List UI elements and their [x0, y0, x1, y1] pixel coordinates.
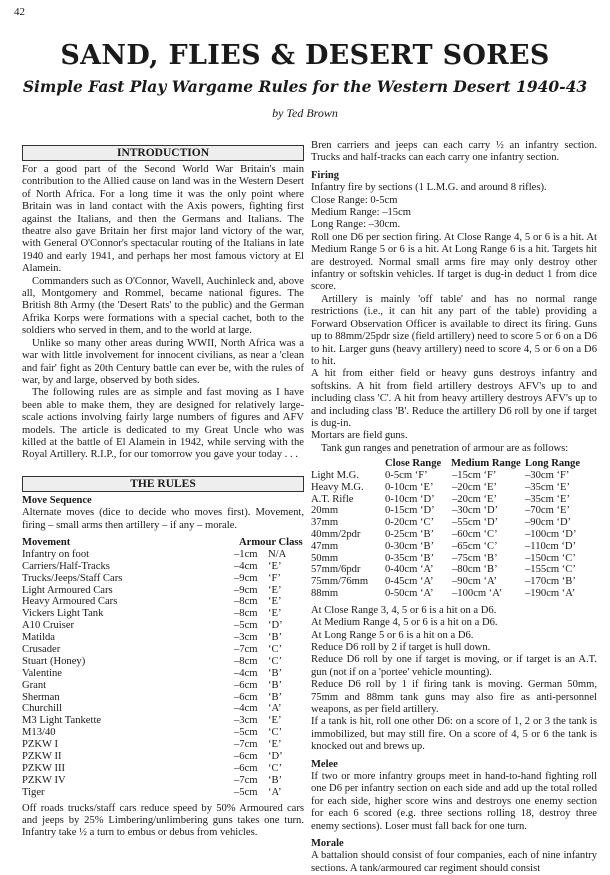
- move-distance: –3cm: [234, 715, 258, 727]
- range-row: [311, 505, 597, 517]
- move-distance: –8cm: [234, 655, 258, 667]
- range-row: [311, 588, 597, 600]
- move-distance: –4cm: [234, 667, 258, 679]
- move-distance: –7cm: [234, 643, 258, 655]
- movement-row: [22, 715, 304, 727]
- move-distance: –8cm: [234, 608, 258, 620]
- movement-row: [22, 656, 304, 668]
- rules-heading: THE RULES: [22, 476, 304, 492]
- movement-row: [22, 763, 304, 775]
- close-range: 0-50cm ‘A’: [385, 587, 434, 599]
- weapon-name: 40mm/2pdr: [311, 528, 361, 540]
- byline: by Ted Brown: [272, 106, 338, 120]
- range-row: [311, 482, 597, 494]
- intro-paragraph: The following rules are as simple and fast moving as I have been able to make them, they are designed for relatively large-scale actions involving fairly large numbers of figures and AFV models. The article is dedicated to my Great Uncle who was killed at the battle of El Alamein in 1942, while serving with the Royal Artillery. R.I.P., for our tomorrow you gave your today . . .: [22, 387, 304, 461]
- long-range: –90cm ‘D’: [525, 517, 572, 529]
- unit-name: Stuart (Honey): [22, 655, 86, 667]
- unit-name: PZKW III: [22, 762, 66, 774]
- range-row: [311, 564, 597, 576]
- unit-name: PZKW IV: [22, 774, 66, 786]
- close-range: 0-20cm ‘C’: [385, 517, 435, 529]
- ranges-table: [311, 470, 597, 600]
- armour-class: ‘E’: [268, 739, 282, 751]
- firing-line: Medium Range: –15cm: [311, 207, 412, 219]
- armour-class: ‘D’: [268, 751, 283, 762]
- close-range: 0-25cm ‘B’: [385, 528, 435, 540]
- unit-name: Sherman: [22, 691, 60, 703]
- range-row: [311, 529, 597, 541]
- move-distance: –5cm: [234, 620, 258, 632]
- weapon-name: 57mm/6pdr: [311, 564, 361, 576]
- armour-class: ‘E’: [268, 584, 282, 596]
- armour-class: ‘E’: [268, 560, 282, 572]
- mortars-line: Mortars are field guns.: [311, 430, 408, 442]
- close-range-header: Close Range: [385, 458, 442, 470]
- long-range: –170cm ‘B’: [525, 576, 576, 588]
- move-distance: –7cm: [234, 739, 258, 751]
- medium-range: –20cm ‘E’: [452, 493, 498, 505]
- armour-class: ‘C’: [268, 762, 283, 774]
- movement-row: [22, 620, 304, 632]
- introduction-heading: INTRODUCTION: [22, 145, 304, 161]
- right-column: [311, 140, 597, 875]
- medium-range: –15cm ‘F’: [452, 469, 497, 481]
- firing-line: Long Range: –30cm.: [311, 219, 401, 231]
- close-range: 0-15cm ‘D’: [385, 505, 435, 517]
- artillery-paragraph: Artillery is mainly 'off table' and has no normal range restrictions (i.e., it can hit any part of the table) providing a Forward Observation Officer is available to direct its firing. Guns up to 88mm/25pdr size (field artillery) need to score 5 or 6 on a D6 to hit. Larger guns (heavy artillery) need to score 4, 5 or 6 on a D6 to hit.: [311, 293, 597, 367]
- armour-class: N/A: [268, 548, 287, 560]
- hit-rule: At Long Range 5 or 6 is a hit on a D6.: [311, 629, 474, 641]
- long-range: –110cm ‘D’: [525, 540, 577, 552]
- movement-row: [22, 632, 304, 644]
- movement-footnote: Off roads trucks/staff cars reduce speed by 50% Armoured cars and jeeps by 25% Limbering/unlimbering guns takes one turn. Infantry take ½ a turn to embus or debus from vehicles.: [22, 802, 304, 839]
- left-column: [22, 140, 304, 840]
- armour-class: ‘B’: [268, 679, 283, 691]
- transport-text: Bren carriers and jeeps can each carry ½ an infantry section. Trucks and half-tracks can each carry one infantry section.: [311, 140, 597, 164]
- article-subtitle: Simple Fast Play Wargame Rules for the Western Desert 1940-43: [22, 77, 588, 96]
- medium-range: –55cm ‘D’: [452, 517, 499, 529]
- move-sequence-text: Alternate moves (dice to decide who moves first). Movement, firing – small arms then artillery – if any – morale.: [22, 507, 304, 531]
- range-row: [311, 494, 597, 506]
- medium-range: –65cm ‘C’: [452, 540, 498, 552]
- movement-row: [22, 596, 304, 608]
- unit-name: Churchill: [22, 703, 63, 715]
- move-distance: –4cm: [234, 560, 258, 572]
- weapon-name: 50mm: [311, 552, 339, 564]
- move-distance: –6cm: [234, 679, 258, 691]
- move-distance: –7cm: [234, 774, 258, 786]
- artillery-hit-paragraph: A hit from either field or heavy guns destroys infantry and softskins. A hit from field artillery destroys AFV's up to and including class 'C'. A hit from heavy artillery destroys AFV's up to and including class 'B'. Reduce the artillery D6 roll by one if target is dug-in.: [311, 368, 597, 429]
- unit-name: Tiger: [22, 786, 45, 798]
- unit-name: Trucks/Jeeps/Staff Cars: [22, 572, 123, 584]
- armour-class: ‘C’: [268, 727, 283, 739]
- armour-class: ‘B’: [268, 691, 283, 703]
- move-distance: –1cm: [234, 548, 258, 560]
- movement-table-header: [22, 537, 304, 549]
- movement-table: [22, 549, 304, 799]
- armour-class: ‘F’: [268, 572, 281, 584]
- weapon-name: 37mm: [311, 517, 339, 529]
- medium-range: –80cm ‘B’: [452, 564, 498, 576]
- weapon-name: 47mm: [311, 540, 339, 552]
- intro-paragraph: Unlike so many other areas during WWII, North Africa was a war with little involvement for innocent civilians, as near a 'clean and fair' fight as 20th Century battle can ever be, with the rules of war, by and large, observed by both sides.: [22, 337, 304, 386]
- long-range: –155cm ‘C’: [525, 564, 576, 576]
- unit-name: M3 Light Tankette: [22, 715, 102, 727]
- range-row: [311, 553, 597, 565]
- movement-row: [22, 549, 304, 561]
- medium-range: –60cm ‘C’: [452, 528, 498, 540]
- weapon-name: Heavy M.G.: [311, 481, 364, 493]
- armour-class: ‘B’: [268, 667, 283, 679]
- weapon-name: 88mm: [311, 587, 339, 599]
- firing-paragraph: Roll one D6 per section firing. At Close Range 4, 5 or 6 is a hit. At Medium Range 5 or 6 is a hit. At Long Range 6 is a hit. Targets hit are destroyed. Normal small arms fire may only destroy other infantry or softskin vehicles. If target is dug-in deduct 1 from dice score.: [311, 231, 597, 293]
- unit-name: Crusader: [22, 643, 61, 655]
- move-distance: –6cm: [234, 691, 258, 703]
- movement-row: [22, 585, 304, 597]
- long-range: –150cm ‘C’: [525, 552, 576, 564]
- movement-row: [22, 692, 304, 704]
- long-range: –35cm ‘E’: [525, 493, 571, 505]
- movement-column-header: Movement: [22, 536, 71, 548]
- move-distance: –5cm: [234, 786, 258, 798]
- long-range: –100cm ‘D’: [525, 528, 577, 540]
- hit-rule: Reduce D6 roll by 1 if firing tank is moving. German 50mm, 75mm and 88mm tank guns may also fire as anti-personnel weapons, as per field artillery.: [311, 679, 597, 715]
- close-range: 0-10cm ‘E’: [385, 481, 434, 493]
- intro-paragraph: For a good part of the Second World War Britain's main contribution to the Allied cause on land was in the Western Desert of North Africa. For a long time it was the only point where Britain was in land contact with the Axis powers, fighting first against the Italians, and then the Germans and Italians. The theatre also gave Britain her first major land victory of the war, with General O'Connor's spectacular routing of the Italians in late 1940 and early 1941, and perhaps her most famous victory at El Alamein.: [22, 164, 304, 275]
- morale-text: A battalion should consist of four companies, each of nine infantry sections. A tank/armoured car regiment should consist: [311, 850, 597, 874]
- close-range: 0-30cm ‘B’: [385, 540, 435, 552]
- unit-name: Heavy Armoured Cars: [22, 596, 118, 608]
- unit-name: Carriers/Half-Tracks: [22, 560, 110, 572]
- armour-class: ‘C’: [268, 643, 283, 655]
- armour-class: ‘B’: [268, 632, 283, 644]
- weapon-name: Light M.G.: [311, 469, 359, 481]
- range-row: [311, 576, 597, 588]
- unit-name: M13/40: [22, 727, 56, 739]
- movement-row: [22, 787, 304, 799]
- move-distance: –6cm: [234, 762, 258, 774]
- movement-row: [22, 668, 304, 680]
- close-range: 0-10cm ‘D’: [385, 493, 435, 505]
- melee-text: If two or more infantry groups meet in hand-to-hand fighting roll one D6 per infantry section on each side and add up the total rolled for each side, higher score wins and destroys one enemy section for each 6 scored (e.g. three sections rolling 18, destroy three enemy sections). Loser must fall back for one turn.: [311, 771, 597, 832]
- intro-paragraph: Commanders such as O'Connor, Wavell, Auchinleck and, above all, Montgomery and Rommel, became national figures. The British 8th Army (the 'Desert Rats' to the public) and the German Afrika Korps were formations with a special cachet, both to the soldiers who served in them, and to the world at large.: [22, 275, 304, 337]
- movement-row: [22, 739, 304, 751]
- movement-row: [22, 751, 304, 763]
- move-distance: –3cm: [234, 632, 258, 644]
- armour-class: ‘E’: [268, 715, 282, 727]
- unit-name: Valentine: [22, 667, 63, 679]
- move-sequence-heading: Move Sequence: [22, 494, 92, 506]
- firing-line: Close Range: 0-5cm: [311, 194, 398, 206]
- medium-range-header: Medium Range: [451, 458, 521, 470]
- morale-heading: Morale: [311, 838, 344, 850]
- move-distance: –5cm: [234, 727, 258, 739]
- weapon-name: 20mm: [311, 505, 339, 517]
- long-range: –35cm ‘E’: [525, 481, 571, 493]
- close-range: 0-35cm ‘B’: [385, 552, 435, 564]
- unit-name: A10 Cruiser: [22, 620, 75, 632]
- hit-rule: At Medium Range 4, 5 or 6 is a hit on a D6.: [311, 617, 498, 629]
- firing-heading: Firing: [311, 169, 339, 181]
- long-range: –70cm ‘E’: [525, 505, 571, 517]
- movement-row: [22, 608, 304, 620]
- move-distance: –6cm: [234, 751, 258, 762]
- range-row: [311, 541, 597, 553]
- range-row: [311, 470, 597, 482]
- unit-name: Matilda: [22, 632, 55, 644]
- armour-class: ‘C’: [268, 655, 283, 667]
- hit-rule: At Close Range 3, 4, 5 or 6 is a hit on a D6.: [311, 604, 497, 616]
- movement-row: [22, 573, 304, 585]
- unit-name: PZKW II: [22, 751, 62, 762]
- page-number: 42: [14, 6, 25, 18]
- move-distance: –9cm: [234, 572, 258, 584]
- move-distance: –8cm: [234, 596, 258, 608]
- close-range: 0-5cm ‘F’: [385, 469, 428, 481]
- armour-class: ‘A’: [268, 703, 282, 715]
- long-range: –190cm ‘A’: [525, 587, 576, 599]
- unit-name: Grant: [22, 679, 47, 691]
- movement-row: [22, 644, 304, 656]
- ranges-table-header: [311, 458, 597, 470]
- article-title: SAND, FLIES & DESERT SORES: [60, 40, 550, 71]
- unit-name: PZKW I: [22, 739, 58, 751]
- long-range: –30cm ‘F’: [525, 469, 570, 481]
- armour-class: ‘B’: [268, 774, 283, 786]
- melee-heading: Melee: [311, 758, 338, 770]
- medium-range: –90cm ‘A’: [452, 576, 498, 588]
- hit-rule: If a tank is hit, roll one other D6: on a score of 1, 2 or 3 the tank is immobilized, but may still fire. On a score of 4, 5 or 6 the tank is knocked out and brews up.: [311, 716, 597, 753]
- move-distance: –4cm: [234, 703, 258, 715]
- tank-ranges-intro: Tank gun ranges and penetration of armour are as follows:: [321, 442, 569, 454]
- movement-row: [22, 680, 304, 692]
- unit-name: Infantry on foot: [22, 548, 90, 560]
- medium-range: –30cm ‘D’: [452, 505, 499, 517]
- armour-class: ‘A’: [268, 786, 282, 798]
- weapon-name: A.T. Rifle: [311, 493, 354, 505]
- movement-row: [22, 703, 304, 715]
- armour-class: ‘E’: [268, 596, 282, 608]
- medium-range: –75cm ‘B’: [452, 552, 498, 564]
- hit-rule: Reduce D6 roll by one if target is moving, or if target is an A.T. gun (not if on a 'portee' vehicle mounting).: [311, 654, 597, 678]
- medium-range: –20cm ‘E’: [452, 481, 498, 493]
- hit-rule: Reduce D6 roll by 2 if target is hull down.: [311, 641, 491, 653]
- close-range: 0-40cm ‘A’: [385, 564, 434, 576]
- armour-class: ‘E’: [268, 608, 282, 620]
- movement-row: [22, 775, 304, 787]
- weapon-name: 75mm/76mm: [311, 576, 369, 588]
- range-row: [311, 517, 597, 529]
- medium-range: –100cm ‘A’: [452, 587, 503, 599]
- movement-row: [22, 727, 304, 739]
- unit-name: Light Armoured Cars: [22, 584, 113, 596]
- firing-line: Infantry fire by sections (1 L.M.G. and around 8 rifles).: [311, 182, 547, 194]
- armour-class: ‘D’: [268, 620, 283, 632]
- long-range-header: Long Range: [525, 458, 581, 470]
- move-distance: –9cm: [234, 584, 258, 596]
- movement-row: [22, 561, 304, 573]
- armour-class-column-header: Armour Class: [239, 536, 303, 548]
- close-range: 0-45cm ‘A’: [385, 576, 434, 588]
- unit-name: Vickers Light Tank: [22, 608, 104, 620]
